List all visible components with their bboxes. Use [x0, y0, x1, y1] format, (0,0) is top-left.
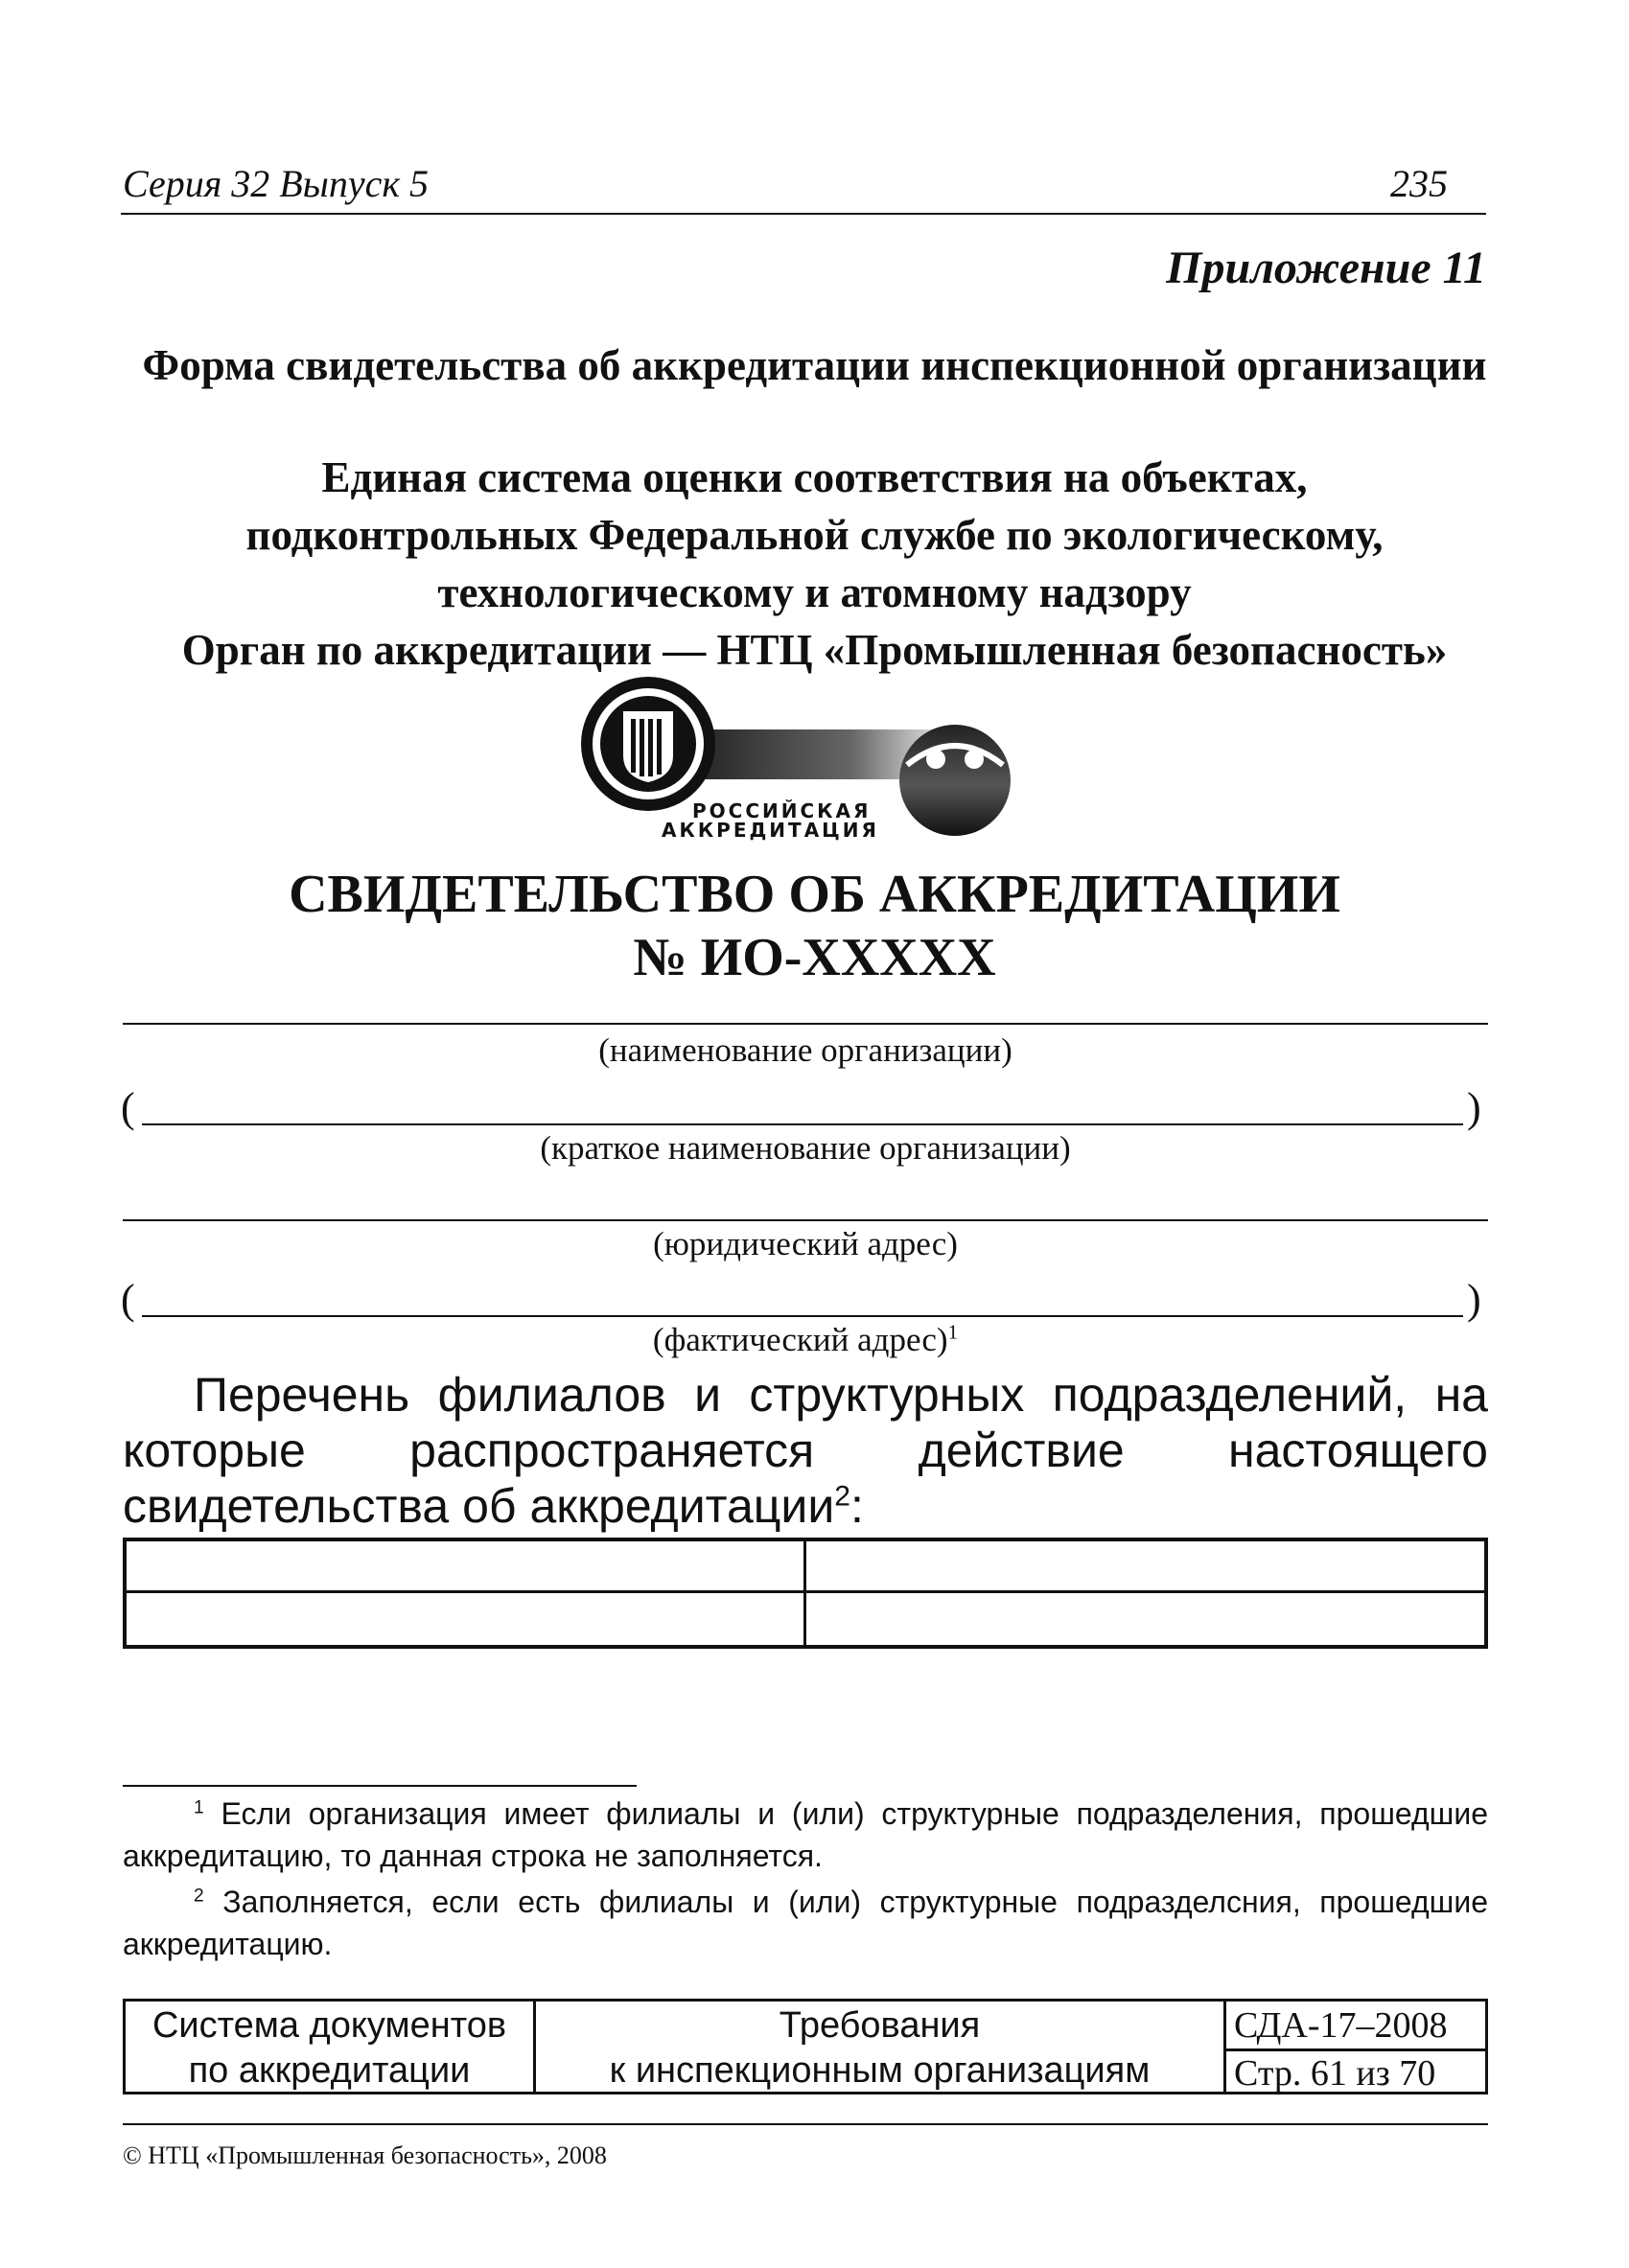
system-line: Единая система оценки соответствия на объектах, — [321, 453, 1308, 501]
branches-table-column-divider — [803, 1538, 806, 1649]
doc-code-cell — [1226, 2002, 1485, 2092]
series-label: Серия 32 Выпуск 5 — [123, 162, 430, 205]
doc-requirements-line1: Требования — [779, 2005, 981, 2046]
doc-system-line1: Система документов — [151, 2005, 507, 2046]
header-rule — [121, 213, 1486, 215]
branches-paragraph — [123, 1367, 1488, 1534]
doc-system-cell — [126, 2002, 536, 2092]
certificate-title: СВИДЕТЕЛЬСТВО ОБ АККРЕДИТАЦИИ — [289, 865, 1340, 924]
actual-address-caption — [123, 1321, 1488, 1359]
certificate-heading — [86, 863, 1543, 989]
footnote-ref-2: 2 — [834, 1480, 850, 1513]
document-footer-table — [123, 1999, 1488, 2094]
certificate-number: № ИО-XXXXX — [633, 928, 996, 987]
footnote-rule — [123, 1785, 637, 1787]
system-heading — [86, 449, 1543, 679]
footer-rule — [123, 2123, 1488, 2125]
short-name-caption: (краткое наименование организации) — [540, 1129, 1071, 1167]
org-name-line — [123, 1023, 1488, 1025]
footnote-2-mark: 2 — [194, 1886, 204, 1907]
system-line: подконтрольных Федеральной службе по экологическому, — [245, 511, 1384, 559]
doc-code: СДА-17–2008 — [1226, 2003, 1485, 2051]
actual-address-line — [142, 1315, 1463, 1317]
actual-address-close-paren: ) — [1467, 1276, 1481, 1323]
branches-paragraph-text: Перечень филиалов и структурных подразделений, на которые распространяется действие настоящего свидетельства об аккредитации — [123, 1368, 1488, 1533]
logo-text-line2: АККРЕДИТАЦИЯ — [662, 819, 879, 842]
form-title: Форма свидетельства об аккредитации инспекционной организации — [142, 341, 1487, 389]
footnote-2-text: Заполняется, если есть филиалы и (или) структурные подразделсния, прошедшие аккредитацию. — [123, 1885, 1488, 1961]
logo-text-line1: РОССИЙСКАЯ — [692, 799, 872, 822]
branches-paragraph-tail: : — [849, 1479, 864, 1533]
legal-address-caption: (юридический адрес) — [653, 1225, 958, 1262]
org-name-caption: (наименование организации) — [598, 1031, 1012, 1069]
appendix-label: Приложение 11 — [1166, 243, 1486, 293]
short-name-open-paren: ( — [121, 1084, 135, 1131]
doc-pages: Стр. 61 из 70 — [1234, 2053, 1436, 2094]
doc-requirements-cell — [536, 2002, 1226, 2092]
legal-address-line — [123, 1219, 1488, 1221]
short-name-line — [142, 1123, 1463, 1125]
actual-address-text: (фактический адрес) — [652, 1321, 948, 1358]
short-name-close-paren: ) — [1467, 1084, 1481, 1131]
footnote-1-text: Если организация имеет филиалы и (или) структурные подразделения, прошедшие аккредитацию, то данная строка не заполняется. — [123, 1796, 1489, 1873]
actual-address-open-paren: ( — [121, 1276, 135, 1323]
doc-requirements-line2: к инспекционным организациям — [609, 2050, 1151, 2091]
system-line: технологическому и атомному надзору — [437, 568, 1192, 616]
copyright: © НТЦ «Промышленная безопасность», 2008 — [123, 2141, 607, 2169]
footnote-ref-1: 1 — [947, 1320, 959, 1344]
footnote-1 — [123, 1793, 1488, 1877]
doc-system-line2: по аккредитации — [188, 2050, 471, 2091]
footnote-1-mark: 1 — [194, 1797, 204, 1818]
page-number: 235 — [1390, 162, 1448, 205]
system-line: Орган по аккредитации — НТЦ «Промышленная безопасность» — [181, 626, 1448, 674]
branches-table-row-divider — [123, 1590, 1488, 1593]
footnote-2 — [123, 1881, 1488, 1965]
